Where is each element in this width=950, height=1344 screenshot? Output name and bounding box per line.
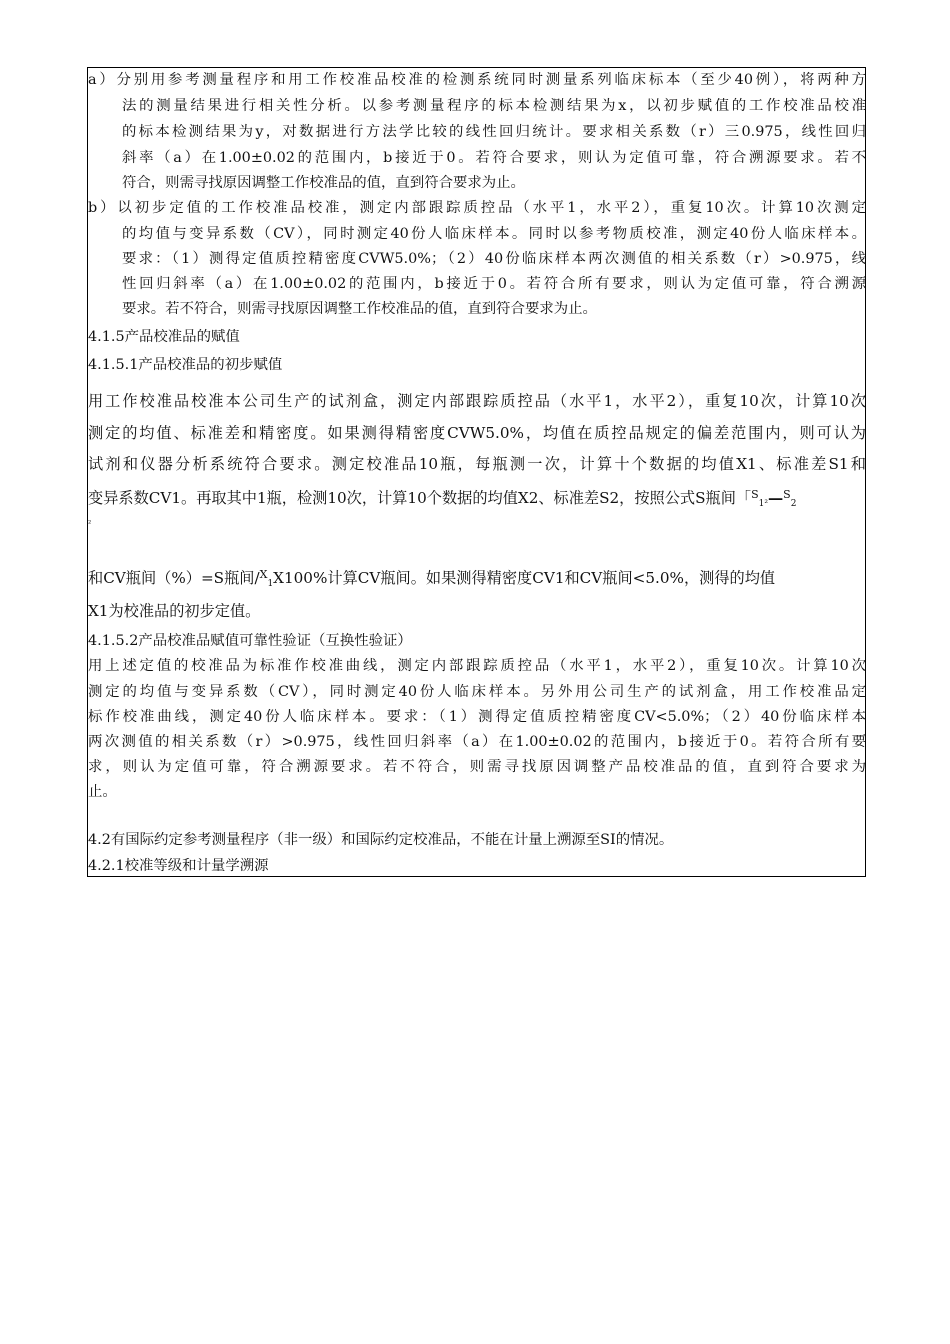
para-4152-line-6: 止。: [88, 784, 117, 800]
formula-x: X: [259, 568, 268, 581]
formula-tail-square: ²: [88, 519, 92, 528]
heading-4-1-5: 4.1.5产品校准品的赋值: [88, 329, 240, 345]
para-4151-line-5-b: X100%计算CV瓶间。如果测得精密度CV1和CV瓶间<5.0%，测得的均值: [273, 569, 776, 587]
section-a-line-2: 法的测量结果进行相关性分析。以参考测量程序的标本检测结果为x，以初步赋值的工作校准品校准: [122, 98, 866, 114]
para-4151-line-2: 测定的均值、标准差和精密度。如果测得精密度CVW5.0%，均值在质控品规定的偏差范围内，则可认为: [88, 424, 866, 442]
formula-s2-subscript: 2: [790, 499, 797, 509]
para-4152-line-2: 测定的均值与变异系数（CV），同时测定40份人临床样本。另外用公司生产的试剂盒，用工作校准品定: [88, 684, 866, 700]
heading-4-2-1: 4.2.1校准等级和计量学溯源: [88, 858, 269, 874]
para-4152-line-1: 用上述定值的校准品为标准作校准曲线，测定内部跟踪质控品（水平1，水平2），重复10次。计算10次: [88, 658, 866, 674]
para-4151-line-5-a: 和CV瓶间（%）=S瓶间/: [88, 569, 260, 587]
section-b-line-4: 性回归斜率（a）在1.00±0.02的范围内，b接近于0。若符合所有要求，则认为定值可靠，符合溯源: [122, 276, 866, 292]
para-4152-line-5: 求，则认为定值可靠，符合溯源要求。若不符合，则需寻找原因调整产品校准品的值，直到符合要求为: [88, 759, 866, 775]
section-a-line-4: 斜率（a）在1.00±0.02的范围内，b接近于0。若符合要求，则认为定值可靠，符合溯源要求。若不: [122, 150, 866, 166]
formula-dash: —: [767, 489, 784, 507]
para-4151-line-3: 试剂和仪器分析系统符合要求。测定校准品10瓶，每瓶测一次，计算十个数据的均值X1、标准差S1和: [88, 455, 866, 473]
heading-4-2: 4.2有国际约定参考测量程序（非一级）和国际约定校准品，不能在计量上溯源至SI的情况。: [88, 832, 674, 848]
para-4152-line-4: 两次测值的相关系数（r）>0.975，线性回归斜率（a）在1.00±0.02的范围内，b接近于0。若符合所有要: [88, 734, 866, 750]
formula-s1: S: [751, 488, 759, 501]
formula-s2: S: [783, 488, 791, 501]
section-a-line-3: 的标本检测结果为y，对数据进行方法学比较的线性回归统计。要求相关系数（r）三0.975，线性回归: [122, 124, 866, 140]
section-a-line-1: a）分别用参考测量程序和用工作校准品校准的检测系统同时测量系列临床标本（至少40例），将两种方: [88, 72, 866, 88]
heading-4-1-5-1: 4.1.5.1产品校准品的初步赋值: [88, 357, 283, 373]
heading-4-1-5-2: 4.1.5.2产品校准品赋值可靠性验证（互换性验证）: [88, 633, 412, 649]
para-4152-line-3: 标作校准曲线，测定40份人临床样本。要求：（1）测得定值质控精密度CV<5.0%；（2）40份临床样本: [88, 709, 866, 725]
para-4151-line-4-text: 变异系数CV1。再取其中1瓶，检测10次，计算10个数据的均值X2、标准差S2，按照公式S瓶间「: [88, 489, 752, 507]
section-a-line-5: 符合，则需寻找原因调整工作校准品的值，直到符合要求为止。: [122, 175, 525, 191]
formula-x-subscript: 1: [267, 579, 274, 589]
section-b-line-2: 的均值与变异系数（CV），同时测定40份人临床样本。同时以参考物质校准，测定40份人临床样本。: [122, 226, 866, 242]
para-4151-line-5: [88, 565, 775, 594]
formula-s1-subscript: 1²: [758, 499, 768, 509]
para-4151-line-4: [88, 485, 796, 514]
para-4151-line-1: 用工作校准品校准本公司生产的试剂盒，测定内部跟踪质控品（水平1，水平2），重复10次，计算10次: [88, 392, 866, 410]
section-b-line-1: b）以初步定值的工作校准品校准，测定内部跟踪质控品（水平1，水平2），重复10次。计算10次测定: [88, 200, 866, 216]
section-b-line-3: 要求：（1）测得定值质控精密度CVW5.0%；（2）40份临床样本两次测值的相关系数（r）>0.975，线: [122, 251, 866, 267]
section-b-line-5: 要求。若不符合，则需寻找原因调整工作校准品的值，直到符合要求为止。: [122, 301, 597, 317]
para-4151-line-6: X1为校准品的初步定值。: [88, 602, 261, 620]
